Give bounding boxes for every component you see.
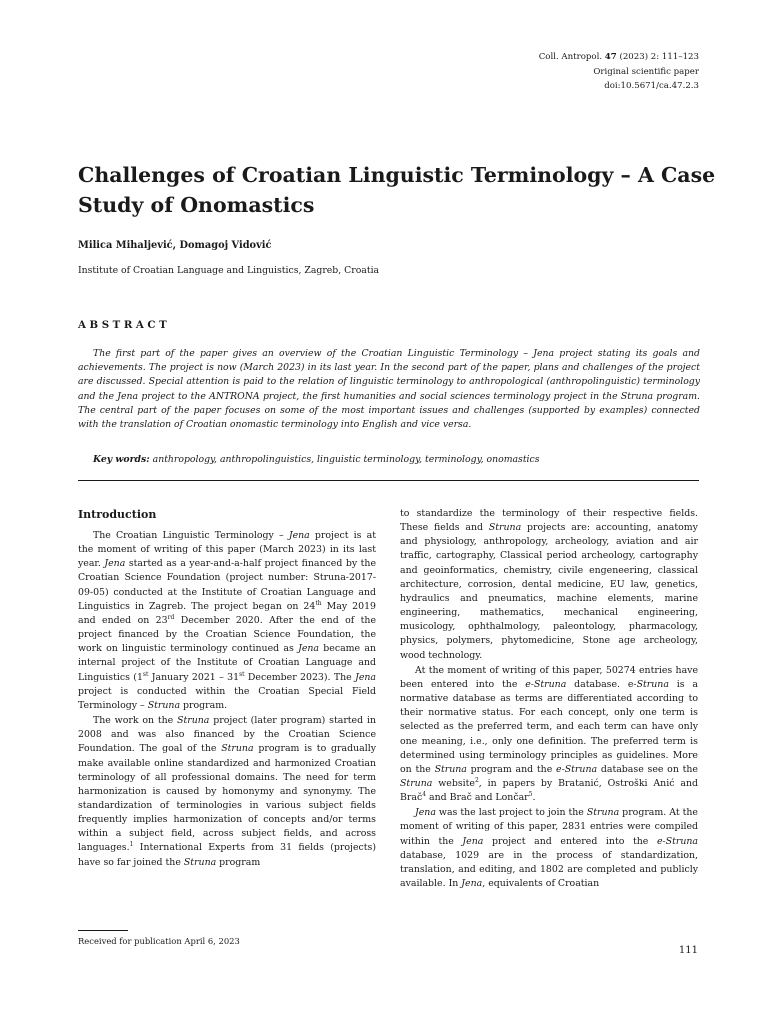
text-run: database. e- (566, 678, 637, 690)
journal-volume: 47 (604, 52, 617, 62)
superscript: 5 (528, 791, 533, 798)
abstract-divider (78, 480, 699, 481)
italic-term: Jena (415, 807, 436, 819)
italic-term: Jena (288, 530, 310, 541)
keywords-label: Key words: (93, 454, 150, 465)
received-date: Received for publication April 6, 2023 (78, 936, 240, 946)
text-run: became an internal project of the Institute of Croatian Language and Linguistics (1 (78, 643, 376, 683)
body-paragraph (400, 806, 698, 891)
text-run: The Croatian Linguistic Terminology – (93, 530, 289, 541)
text-run: and Brač and Lončar (426, 792, 529, 804)
italic-term: Struna (177, 715, 210, 727)
text-run: database, 1029 are in the process of standardization, translation, and editing, and 1802 are completed and publicly available. In (400, 849, 698, 890)
italic-term: e-Struna (656, 835, 698, 847)
body-paragraph (400, 507, 698, 663)
text-run: project and entered into the (483, 835, 657, 847)
text-run: projects are: accounting, anatomy and physiology, anthropology, archeology, aviation and air traffic, cartography, Classical period archeology, cartography and geoinformatics, chemistry, civile engeneering, classical architecture, corrosion, dental medicine, EU law, genetics, hydraulics and pneumatics, machine elements, marine engineering, mathematics, mechanical engineering, musicology, ophthalmology, paleontology, pharmacology, physics, polymers, phytomedicine, Stone age archeology, wood technology. (400, 522, 698, 661)
italic-term: Struna (586, 807, 620, 819)
left-column (78, 506, 376, 870)
text-run: program. At the moment of writing of this paper, 2831 entries were compiled within the (400, 807, 698, 847)
italic-term: Struna (183, 856, 217, 868)
text-run: program is to gradually make available online standardized and harmonized Croatian terminology of all professional domains. The need for term harmonization is caused by homonymy and synonymy. The standardization of terminologies in various subject fields frequently implies harmonization of concepts and/or terms within a subject field, across subject fields, and across languages. (78, 743, 376, 854)
text-run: project is conducted within the Croatian Special Field Terminology – (78, 685, 376, 711)
italic-term: Struna (488, 522, 522, 534)
text-run: was the last project to join the (435, 807, 587, 819)
text-run: program. (180, 699, 228, 711)
keywords (93, 454, 540, 465)
text-run: January 2021 – 31 (148, 671, 240, 683)
text-run: , in papers by Bratanić, Ostroški Anić and Brač (400, 777, 698, 804)
author-list: Milica Mihaljević, Domagoj Vidović (78, 240, 272, 251)
journal-citation: Coll. Antropol. 47 (2023) 2: 111–123 (538, 52, 699, 62)
text-run: International Experts from 31 fields (projects) have so far joined the (78, 842, 376, 868)
keywords-list: anthropology, anthropolinguistics, linguistic terminology, terminology, onomastics (149, 454, 540, 465)
text-run: At the moment of writing of this paper, 50274 entries have been entered into the (400, 664, 698, 690)
page-number: 111 (678, 945, 698, 956)
text-run: December 2020. After the end of the project financed by the Croatian Science Foundation, the work on linguistic terminology continued as (78, 614, 376, 655)
text-run: program and the (466, 763, 557, 775)
text-run: project is at the moment of writing of this paper (March 2023) in its last year. (78, 530, 376, 570)
text-run: project (later program) started in 2008 and was also financed by the Croatian Science Foundation. The goal of the (78, 715, 376, 755)
text-run: website (432, 777, 475, 789)
text-run: program (216, 856, 261, 868)
body-paragraph (78, 714, 376, 870)
right-column (400, 507, 698, 891)
section-heading-introduction: Introduction (78, 508, 157, 521)
affiliation: Institute of Croatian Language and Linguistics, Zagreb, Croatia (78, 265, 380, 276)
italic-term: Jena (461, 878, 483, 890)
article-type: Original scientific paper (593, 66, 699, 77)
text-run: . (532, 792, 536, 804)
italic-term: Jena (355, 671, 376, 683)
italic-term: e-Struna (556, 763, 598, 775)
paper-title: Challenges of Croatian Linguistic Terminology – A Case Study of Onomastics (78, 163, 716, 217)
italic-term: e-Struna (525, 678, 567, 690)
doi-text: doi:10.5671/ca.47.2.3 (604, 81, 699, 91)
superscript: 2 (474, 776, 479, 784)
abstract-heading: ABSTRACT (78, 319, 171, 331)
body-paragraph (400, 664, 698, 806)
italic-term: Jena (298, 643, 319, 655)
superscript: st (142, 670, 149, 678)
text-run: The work on the (93, 715, 178, 727)
text-run: May 2019 and ended on 23 (78, 600, 376, 626)
text-run: database see on the (597, 763, 698, 775)
italic-term: Struna (221, 743, 254, 755)
italic-term: Struna (147, 699, 181, 711)
superscript: 1 (129, 841, 134, 849)
text-run: December 2023). The (244, 671, 356, 683)
italic-term: Struna (400, 777, 433, 789)
italic-term: Struna (434, 763, 467, 775)
text-run: , equivalents of Croatian (482, 878, 600, 890)
superscript: rd (167, 613, 175, 621)
italic-term: Jena (462, 835, 484, 847)
abstract-text: The first part of the paper gives an overview of the Croatian Linguistic Terminology – Jena project stating its goals and achievements. The project is now (March 2023) in its last year. In the second part of the paper, plans and challenges of the project are discussed. Special attention is paid to the relation of linguistic terminology to anthropological (anthropolinguistic) terminology and the Jena project to the ANTRONA project, the first humanities and social sciences terminology project in the Struna program. The central part of the paper focuses on some of the most important issues and challenges (supported by examples) connected with the translation of Croatian onomastic terminology into English and vice versa. (78, 348, 700, 431)
superscript: th (315, 599, 322, 607)
text-run: started as a year-and-a-half project financed by the Croatian Science Foundation (project number: Struna-2017-09-05) conducted at the Institute of Croatian Language and Linguistics in Zagreb. The project began on 24 (78, 558, 377, 612)
footnote-divider (78, 930, 128, 931)
superscript: 4 (422, 791, 427, 798)
italic-term: Struna (636, 678, 669, 690)
superscript: st (239, 670, 245, 678)
text-run: to standardize the terminology of their respective fields. These fields and (400, 508, 698, 534)
body-paragraph (78, 529, 376, 713)
italic-term: Jena (104, 558, 126, 570)
journal-header (539, 50, 699, 94)
text-run: is a normative database as terms are differentiated according to their normative status. For each concept, only one term is selected as the preferred term, and each term can have only one meaning, i.e., only one definition. The preferred term is determined using terminology principles as guidelines. More on the (400, 678, 698, 775)
